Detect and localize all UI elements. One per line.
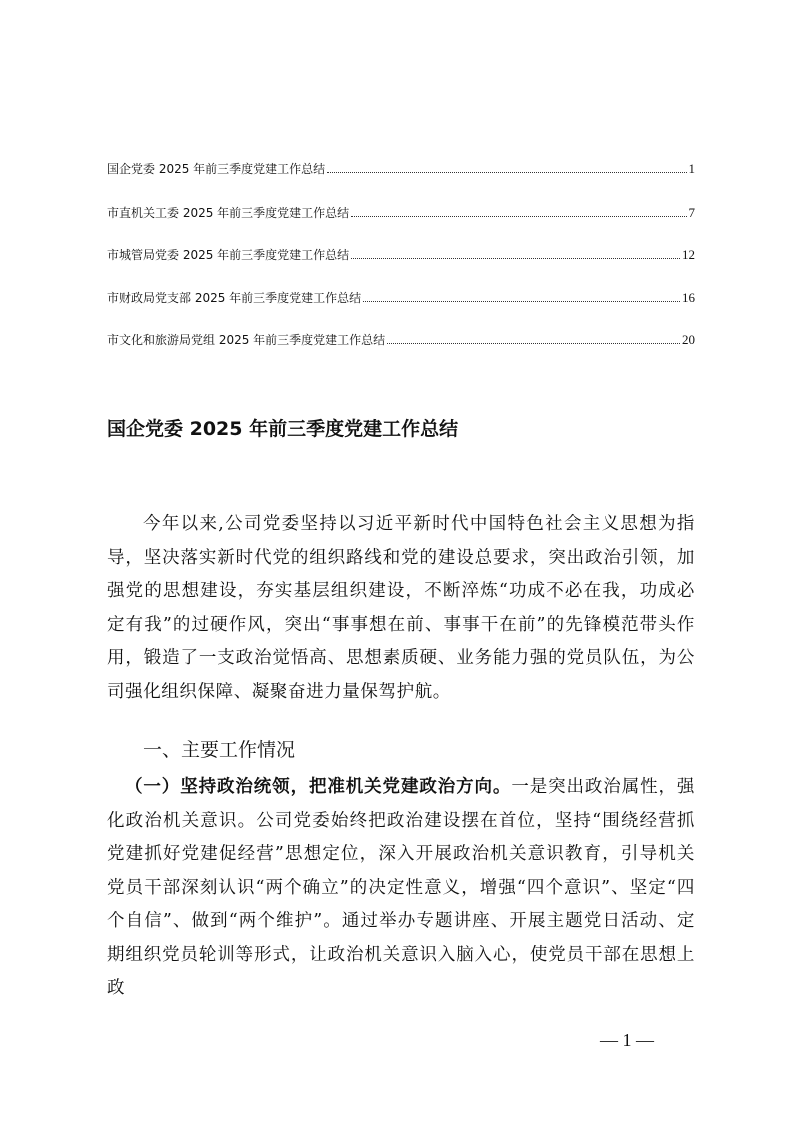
toc-entry-page: 1	[688, 161, 695, 176]
toc-leader-dots	[363, 300, 680, 302]
toc-leader-dots	[327, 171, 686, 173]
toc-leader-dots	[351, 215, 686, 217]
toc-entry-label: 市直机关工委 2025 年前三季度党建工作总结	[107, 206, 350, 220]
toc-entry-label: 市城管局党委 2025 年前三季度党建工作总结	[107, 248, 350, 262]
toc-entry[interactable]	[107, 160, 695, 178]
toc-entry-page: 16	[682, 290, 695, 305]
toc-entry[interactable]	[107, 289, 695, 307]
toc-entry[interactable]	[107, 246, 695, 264]
toc-entry[interactable]	[107, 331, 695, 349]
toc-entry-label: 市财政局党支部 2025 年前三季度党建工作总结	[107, 291, 362, 305]
toc-entry-page: 20	[682, 332, 695, 347]
section-heading: 一、主要工作情况	[143, 739, 296, 761]
toc-leader-dots	[387, 342, 680, 344]
document-title: 国企党委 2025 年前三季度党建工作总结	[107, 418, 459, 440]
toc-leader-dots	[351, 257, 680, 259]
intro-paragraph: 今年以来,公司党委坚持以习近平新时代中国特色社会主义思想为指导，坚决落实新时代党的组织路线和党的建设总要求，突出政治引领，加强党的思想建设，夯实基层组织建设，不断淬炼“功成不必在我，功成必定有我”的过硬作风，突出“事事想在前、事事干在前”的先锋模范带头作用，锻造了一支政治觉悟高、思想素质硬、业务能力强的党员队伍，为公司强化组织保障、凝聚奋进力量保驾护航。	[107, 514, 695, 702]
toc-entry[interactable]	[107, 204, 695, 222]
toc-entry-label: 国企党委 2025 年前三季度党建工作总结	[107, 162, 326, 176]
toc-entry-page: 12	[682, 247, 695, 262]
subsection-lead: （一）坚持政治统领，把准机关党建政治方向。	[125, 777, 512, 797]
page-number: — 1 —	[600, 1030, 654, 1050]
subsection-paragraph	[107, 771, 695, 1006]
toc-entry-label: 市文化和旅游局党组 2025 年前三季度党建工作总结	[107, 333, 386, 347]
toc-entry-page: 7	[688, 205, 695, 220]
subsection-text: 一是突出政治属性，强化政治机关意识。公司党委始终把政治建设摆在首位，坚持“围绕经营抓党建抓好党建促经营”思想定位，深入开展政治机关意识教育，引导机关党员干部深刻认识“两个确立”的决定性意义，增强“四个意识”、坚定“四个自信”、做到“两个维护”。通过举办专题讲座、开展主题党日活动、定期组织党员轮训等形式，让政治机关意识入脑入心，使党员干部在思想上政	[107, 777, 695, 998]
